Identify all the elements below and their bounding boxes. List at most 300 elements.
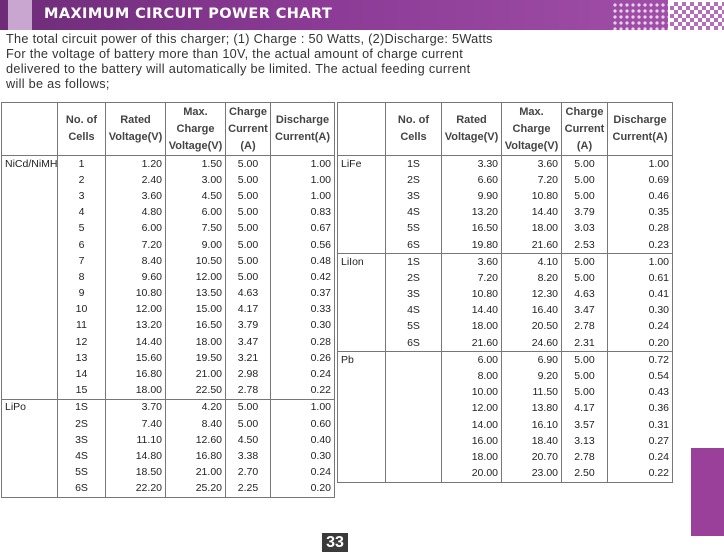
battery-type-cell — [2, 318, 58, 334]
rated-voltage-cell: 1.20 — [106, 156, 166, 173]
battery-type-cell — [338, 417, 386, 433]
battery-type-cell — [338, 303, 386, 319]
discharge-current-cell: 0.61 — [608, 270, 673, 286]
rated-voltage-cell: 7.40 — [106, 416, 166, 432]
cell-count-cell: 15 — [58, 383, 106, 400]
max-charge-voltage-cell: 13.50 — [166, 286, 226, 302]
charge-current-cell: 5.00 — [226, 156, 271, 173]
cell-count-cell: 5S — [58, 465, 106, 481]
battery-type-cell — [2, 334, 58, 350]
intro-line: The total circuit power of this charger; (1) Charge : 50 Watts, (2)Discharge: 5Watts — [6, 32, 493, 46]
dot-pattern-decoration — [612, 2, 668, 30]
rated-voltage-cell: 8.00 — [442, 368, 502, 384]
table-row — [2, 318, 335, 334]
cell-count-cell: 6 — [58, 237, 106, 253]
rated-voltage-cell: 14.00 — [442, 417, 502, 433]
table-row — [2, 350, 335, 366]
intro-line: will be as follows; — [6, 77, 110, 91]
rated-voltage-cell: 16.80 — [106, 366, 166, 382]
max-charge-voltage-cell: 4.10 — [502, 254, 562, 271]
cells-column-header: No. of Cells — [58, 103, 106, 156]
discharge-current-cell: 0.41 — [608, 287, 673, 303]
battery-type-cell — [2, 237, 58, 253]
battery-type-cell — [2, 286, 58, 302]
max-charge-voltage-cell: 21.00 — [166, 465, 226, 481]
table-row — [338, 433, 673, 449]
right-table-body — [338, 156, 673, 483]
table-row — [338, 303, 673, 319]
checker-pattern-decoration — [670, 2, 724, 30]
discharge-current-cell: 0.60 — [271, 416, 335, 432]
discharge-current-cell: 0.69 — [608, 172, 673, 188]
table-header-row — [2, 103, 335, 156]
discharge-current-cell: 0.22 — [608, 466, 673, 483]
rated-voltage-cell: 3.70 — [106, 399, 166, 416]
discharge-current-cell: 0.36 — [608, 401, 673, 417]
discharge-current-cell: 0.30 — [271, 448, 335, 464]
charge-current-cell: 5.00 — [226, 416, 271, 432]
cell-count-cell: 3S — [386, 188, 442, 204]
discharge-current-cell: 0.24 — [271, 465, 335, 481]
max-charge-voltage-cell: 16.40 — [502, 303, 562, 319]
cell-count-cell: 4S — [386, 205, 442, 221]
cell-count-cell: 3 — [58, 188, 106, 204]
cell-count-cell: 12 — [58, 334, 106, 350]
cell-count-cell: 4S — [386, 303, 442, 319]
max-charge-voltage-cell: 8.20 — [502, 270, 562, 286]
cell-count-cell: 5S — [386, 221, 442, 237]
table-row — [338, 466, 673, 483]
table-row — [2, 302, 335, 318]
rated-voltage-cell: 18.00 — [442, 449, 502, 465]
rated-voltage-cell: 9.60 — [106, 269, 166, 285]
max-charge-voltage-cell: 18.40 — [502, 433, 562, 449]
charge-current-column-header: Charge Current (A) — [562, 103, 608, 156]
table-row — [338, 287, 673, 303]
discharge-current-cell: 0.28 — [608, 221, 673, 237]
max-charge-voltage-cell: 22.50 — [166, 383, 226, 400]
rated-voltage-cell: 8.40 — [106, 253, 166, 269]
battery-type-cell — [338, 287, 386, 303]
charge-current-cell: 3.21 — [226, 350, 271, 366]
table-row — [338, 205, 673, 221]
table-row — [2, 465, 335, 481]
charge-current-cell: 5.00 — [226, 188, 271, 204]
cell-count-cell: 6S — [58, 481, 106, 498]
max-charge-voltage-cell: 14.40 — [502, 205, 562, 221]
table-row — [2, 269, 335, 285]
charge-current-cell: 3.47 — [562, 303, 608, 319]
battery-type-cell — [338, 385, 386, 401]
battery-type-cell — [338, 270, 386, 286]
charge-current-cell: 5.00 — [562, 172, 608, 188]
table-row — [2, 221, 335, 237]
battery-type-cell — [338, 401, 386, 417]
charge-current-cell: 2.78 — [562, 449, 608, 465]
table-row — [338, 188, 673, 204]
charge-current-cell: 5.00 — [562, 368, 608, 384]
rated-voltage-cell: 4.80 — [106, 205, 166, 221]
charge-current-cell: 4.17 — [562, 401, 608, 417]
rated-voltage-cell: 3.30 — [442, 156, 502, 173]
charge-current-cell: 2.98 — [226, 366, 271, 382]
discharge-current-cell: 0.30 — [608, 303, 673, 319]
max-charge-voltage-cell: 1.50 — [166, 156, 226, 173]
page-title: MAXIMUM CIRCUIT POWER CHART — [44, 6, 333, 22]
max-charge-voltage-cell: 6.00 — [166, 205, 226, 221]
max-charge-voltage-cell: 19.50 — [166, 350, 226, 366]
discharge-current-cell: 0.28 — [271, 334, 335, 350]
battery-type-cell — [338, 172, 386, 188]
discharge-current-cell: 0.24 — [608, 319, 673, 335]
discharge-current-column-header: Discharge Current(A) — [608, 103, 673, 156]
cell-count-cell — [386, 433, 442, 449]
discharge-current-cell: 0.43 — [608, 385, 673, 401]
cell-count-cell: 8 — [58, 269, 106, 285]
discharge-current-cell: 0.48 — [271, 253, 335, 269]
battery-type-cell — [338, 466, 386, 483]
rated-voltage-cell: 22.20 — [106, 481, 166, 498]
cell-count-cell: 1S — [58, 399, 106, 416]
charge-current-cell: 5.00 — [562, 156, 608, 173]
table-row — [2, 205, 335, 221]
discharge-current-cell: 0.72 — [608, 352, 673, 369]
cell-count-cell — [386, 385, 442, 401]
max-charge-voltage-cell: 18.00 — [502, 221, 562, 237]
discharge-current-cell: 0.67 — [271, 221, 335, 237]
battery-type-cell — [2, 465, 58, 481]
discharge-current-cell: 0.35 — [608, 205, 673, 221]
table-row — [2, 366, 335, 382]
battery-type-cell — [338, 205, 386, 221]
cell-count-cell: 2S — [386, 270, 442, 286]
max-charge-voltage-cell: 7.50 — [166, 221, 226, 237]
max-charge-voltage-cell: 6.90 — [502, 352, 562, 369]
max-charge-voltage-cell: 21.00 — [166, 366, 226, 382]
rated-voltage-cell: 12.00 — [106, 302, 166, 318]
discharge-current-cell: 0.22 — [271, 383, 335, 400]
charge-current-cell: 4.50 — [226, 432, 271, 448]
charge-current-cell: 5.00 — [226, 253, 271, 269]
battery-type-cell — [2, 350, 58, 366]
table-row — [338, 417, 673, 433]
right-power-table — [337, 102, 673, 483]
table-row — [2, 237, 335, 253]
side-tab-marker — [691, 448, 724, 536]
rated-voltage-cell: 16.00 — [442, 433, 502, 449]
charge-current-cell: 5.00 — [562, 270, 608, 286]
charge-current-cell: 5.00 — [562, 385, 608, 401]
discharge-current-cell: 0.23 — [608, 237, 673, 254]
cell-count-cell: 6S — [386, 237, 442, 254]
header-accent-block — [8, 0, 32, 30]
rated-voltage-cell: 18.50 — [106, 465, 166, 481]
cell-count-cell: 7 — [58, 253, 106, 269]
charge-current-cell: 5.00 — [226, 399, 271, 416]
table-row — [2, 399, 335, 416]
max-charge-voltage-cell: 15.00 — [166, 302, 226, 318]
max-charge-voltage-cell: 9.00 — [166, 237, 226, 253]
cell-count-cell: 1S — [386, 254, 442, 271]
table-row — [338, 335, 673, 352]
rated-voltage-cell: 3.60 — [442, 254, 502, 271]
rated-voltage-cell: 6.00 — [442, 352, 502, 369]
charge-current-cell: 3.13 — [562, 433, 608, 449]
battery-type-cell — [2, 205, 58, 221]
charge-current-cell: 5.00 — [226, 237, 271, 253]
battery-type-cell — [2, 416, 58, 432]
discharge-current-cell: 1.00 — [608, 156, 673, 173]
rated-voltage-cell: 9.90 — [442, 188, 502, 204]
cell-count-cell: 9 — [58, 286, 106, 302]
charge-current-cell: 5.00 — [562, 254, 608, 271]
table-row — [2, 286, 335, 302]
max-charge-voltage-cell: 20.70 — [502, 449, 562, 465]
rated-voltage-cell: 19.80 — [442, 237, 502, 254]
cell-count-cell: 1 — [58, 156, 106, 173]
discharge-current-cell: 0.42 — [271, 269, 335, 285]
max-charge-voltage-column-header: Max. Charge Voltage(V) — [502, 103, 562, 156]
max-charge-voltage-cell: 23.00 — [502, 466, 562, 483]
table-row — [338, 221, 673, 237]
cell-count-cell: 14 — [58, 366, 106, 382]
cell-count-cell — [386, 417, 442, 433]
rated-voltage-column-header: Rated Voltage(V) — [106, 103, 166, 156]
max-charge-voltage-cell: 13.80 — [502, 401, 562, 417]
discharge-current-cell: 0.20 — [608, 335, 673, 352]
rated-voltage-cell: 14.40 — [106, 334, 166, 350]
cell-count-cell: 2 — [58, 172, 106, 188]
max-charge-voltage-cell: 7.20 — [502, 172, 562, 188]
rated-voltage-cell: 21.60 — [442, 335, 502, 352]
battery-type-cell — [338, 221, 386, 237]
max-charge-voltage-cell: 9.20 — [502, 368, 562, 384]
battery-type-cell — [2, 383, 58, 400]
battery-type-cell: LiPo — [2, 399, 58, 416]
battery-type-cell — [2, 481, 58, 498]
page-number-badge: 33 — [322, 533, 348, 552]
battery-type-cell — [2, 448, 58, 464]
rated-voltage-cell: 20.00 — [442, 466, 502, 483]
battery-type-cell: LiFe — [338, 156, 386, 173]
cell-count-cell: 6S — [386, 335, 442, 352]
max-charge-voltage-cell: 8.40 — [166, 416, 226, 432]
max-charge-voltage-cell: 12.30 — [502, 287, 562, 303]
battery-type-cell — [338, 335, 386, 352]
rated-voltage-cell: 13.20 — [442, 205, 502, 221]
table-row — [338, 270, 673, 286]
table-row — [338, 368, 673, 384]
intro-paragraph — [6, 32, 626, 92]
table-row — [338, 385, 673, 401]
charge-current-cell: 5.00 — [226, 221, 271, 237]
intro-line: delivered to the battery will automatically be limited. The actual feeding current — [6, 62, 471, 76]
charge-current-cell: 2.50 — [562, 466, 608, 483]
max-charge-voltage-column-header: Max. Charge Voltage(V) — [166, 103, 226, 156]
battery-type-cell — [338, 433, 386, 449]
cell-count-cell — [386, 352, 442, 369]
charge-current-cell: 4.17 — [226, 302, 271, 318]
max-charge-voltage-cell: 10.80 — [502, 188, 562, 204]
charge-current-cell: 2.53 — [562, 237, 608, 254]
cell-count-cell: 5 — [58, 221, 106, 237]
cell-count-cell — [386, 466, 442, 483]
table-row — [338, 156, 673, 173]
discharge-current-cell: 1.00 — [271, 172, 335, 188]
max-charge-voltage-cell: 21.60 — [502, 237, 562, 254]
table-row — [338, 254, 673, 271]
charge-current-cell: 4.63 — [226, 286, 271, 302]
table-header-row — [338, 103, 673, 156]
table-row — [2, 481, 335, 498]
charge-current-column-header: Charge Current (A) — [226, 103, 271, 156]
cell-count-cell: 1S — [386, 156, 442, 173]
discharge-current-cell: 0.83 — [271, 205, 335, 221]
max-charge-voltage-cell: 16.10 — [502, 417, 562, 433]
table-row — [2, 448, 335, 464]
discharge-current-cell: 0.54 — [608, 368, 673, 384]
charge-current-cell: 5.00 — [562, 188, 608, 204]
discharge-current-cell: 0.24 — [608, 449, 673, 465]
max-charge-voltage-cell: 12.00 — [166, 269, 226, 285]
table-row — [2, 172, 335, 188]
rated-voltage-cell: 10.00 — [442, 385, 502, 401]
battery-type-cell — [2, 188, 58, 204]
rated-voltage-cell: 6.60 — [442, 172, 502, 188]
discharge-current-cell: 0.46 — [608, 188, 673, 204]
charge-current-cell: 3.38 — [226, 448, 271, 464]
discharge-current-cell: 0.27 — [608, 433, 673, 449]
max-charge-voltage-cell: 18.00 — [166, 334, 226, 350]
cell-count-cell: 11 — [58, 318, 106, 334]
battery-type-cell — [2, 253, 58, 269]
charge-current-cell: 3.57 — [562, 417, 608, 433]
discharge-current-column-header: Discharge Current(A) — [271, 103, 335, 156]
max-charge-voltage-cell: 25.20 — [166, 481, 226, 498]
rated-voltage-cell: 13.20 — [106, 318, 166, 334]
rated-voltage-cell: 10.80 — [442, 287, 502, 303]
max-charge-voltage-cell: 4.20 — [166, 399, 226, 416]
rated-voltage-cell: 10.80 — [106, 286, 166, 302]
cell-count-cell — [386, 449, 442, 465]
discharge-current-cell: 1.00 — [271, 399, 335, 416]
table-row — [2, 156, 335, 173]
battery-type-cell — [2, 221, 58, 237]
max-charge-voltage-cell: 3.00 — [166, 172, 226, 188]
cells-column-header: No. of Cells — [386, 103, 442, 156]
table-row — [2, 383, 335, 400]
charge-current-cell: 2.78 — [226, 383, 271, 400]
table-row — [2, 188, 335, 204]
type-column-header — [338, 103, 386, 156]
rated-voltage-cell: 11.10 — [106, 432, 166, 448]
table-row — [2, 416, 335, 432]
charge-current-cell: 3.47 — [226, 334, 271, 350]
battery-type-cell: LiIon — [338, 254, 386, 271]
discharge-current-cell: 0.56 — [271, 237, 335, 253]
table-row — [338, 401, 673, 417]
rated-voltage-cell: 18.00 — [106, 383, 166, 400]
table-row — [2, 253, 335, 269]
cell-count-cell — [386, 368, 442, 384]
max-charge-voltage-cell: 10.50 — [166, 253, 226, 269]
table-row — [338, 319, 673, 335]
rated-voltage-cell: 6.00 — [106, 221, 166, 237]
battery-type-cell — [338, 449, 386, 465]
cell-count-cell: 10 — [58, 302, 106, 318]
table-row — [2, 432, 335, 448]
cell-count-cell: 5S — [386, 319, 442, 335]
rated-voltage-cell: 15.60 — [106, 350, 166, 366]
max-charge-voltage-cell: 24.60 — [502, 335, 562, 352]
discharge-current-cell: 1.00 — [271, 156, 335, 173]
charge-current-cell: 3.79 — [226, 318, 271, 334]
charge-current-cell: 2.70 — [226, 465, 271, 481]
rated-voltage-cell: 18.00 — [442, 319, 502, 335]
battery-type-cell — [338, 188, 386, 204]
rated-voltage-cell: 16.50 — [442, 221, 502, 237]
cell-count-cell: 2S — [58, 416, 106, 432]
rated-voltage-cell: 3.60 — [106, 188, 166, 204]
discharge-current-cell: 0.33 — [271, 302, 335, 318]
battery-type-cell — [2, 172, 58, 188]
discharge-current-cell: 0.24 — [271, 366, 335, 382]
battery-type-cell — [338, 319, 386, 335]
rated-voltage-cell: 2.40 — [106, 172, 166, 188]
discharge-current-cell: 0.20 — [271, 481, 335, 498]
battery-type-cell: NiCd/NiMH — [2, 156, 58, 173]
discharge-current-cell: 0.31 — [608, 417, 673, 433]
charge-current-cell: 3.79 — [562, 205, 608, 221]
charge-current-cell: 5.00 — [226, 269, 271, 285]
battery-type-cell — [338, 237, 386, 254]
charge-current-cell: 2.25 — [226, 481, 271, 498]
battery-type-cell — [338, 368, 386, 384]
cell-count-cell: 4 — [58, 205, 106, 221]
cell-count-cell: 2S — [386, 172, 442, 188]
intro-line: For the voltage of battery more than 10V, the actual amount of charge current — [6, 47, 464, 61]
cell-count-cell: 3S — [386, 287, 442, 303]
discharge-current-cell: 0.26 — [271, 350, 335, 366]
charge-current-cell: 5.00 — [226, 205, 271, 221]
charge-current-cell: 5.00 — [562, 352, 608, 369]
discharge-current-cell: 1.00 — [608, 254, 673, 271]
discharge-current-cell: 0.30 — [271, 318, 335, 334]
rated-voltage-cell: 12.00 — [442, 401, 502, 417]
battery-type-cell — [2, 302, 58, 318]
rated-voltage-cell: 14.40 — [442, 303, 502, 319]
rated-voltage-cell: 14.80 — [106, 448, 166, 464]
max-charge-voltage-cell: 4.50 — [166, 188, 226, 204]
table-row — [338, 237, 673, 254]
battery-type-cell: Pb — [338, 352, 386, 369]
table-row — [2, 334, 335, 350]
battery-type-cell — [2, 269, 58, 285]
cell-count-cell: 4S — [58, 448, 106, 464]
rated-voltage-cell: 7.20 — [442, 270, 502, 286]
discharge-current-cell: 0.37 — [271, 286, 335, 302]
charge-current-cell: 3.03 — [562, 221, 608, 237]
discharge-current-cell: 0.40 — [271, 432, 335, 448]
table-row — [338, 352, 673, 369]
max-charge-voltage-cell: 20.50 — [502, 319, 562, 335]
max-charge-voltage-cell: 16.80 — [166, 448, 226, 464]
max-charge-voltage-cell: 12.60 — [166, 432, 226, 448]
max-charge-voltage-cell: 3.60 — [502, 156, 562, 173]
rated-voltage-column-header: Rated Voltage(V) — [442, 103, 502, 156]
rated-voltage-cell: 7.20 — [106, 237, 166, 253]
charge-current-cell: 4.63 — [562, 287, 608, 303]
